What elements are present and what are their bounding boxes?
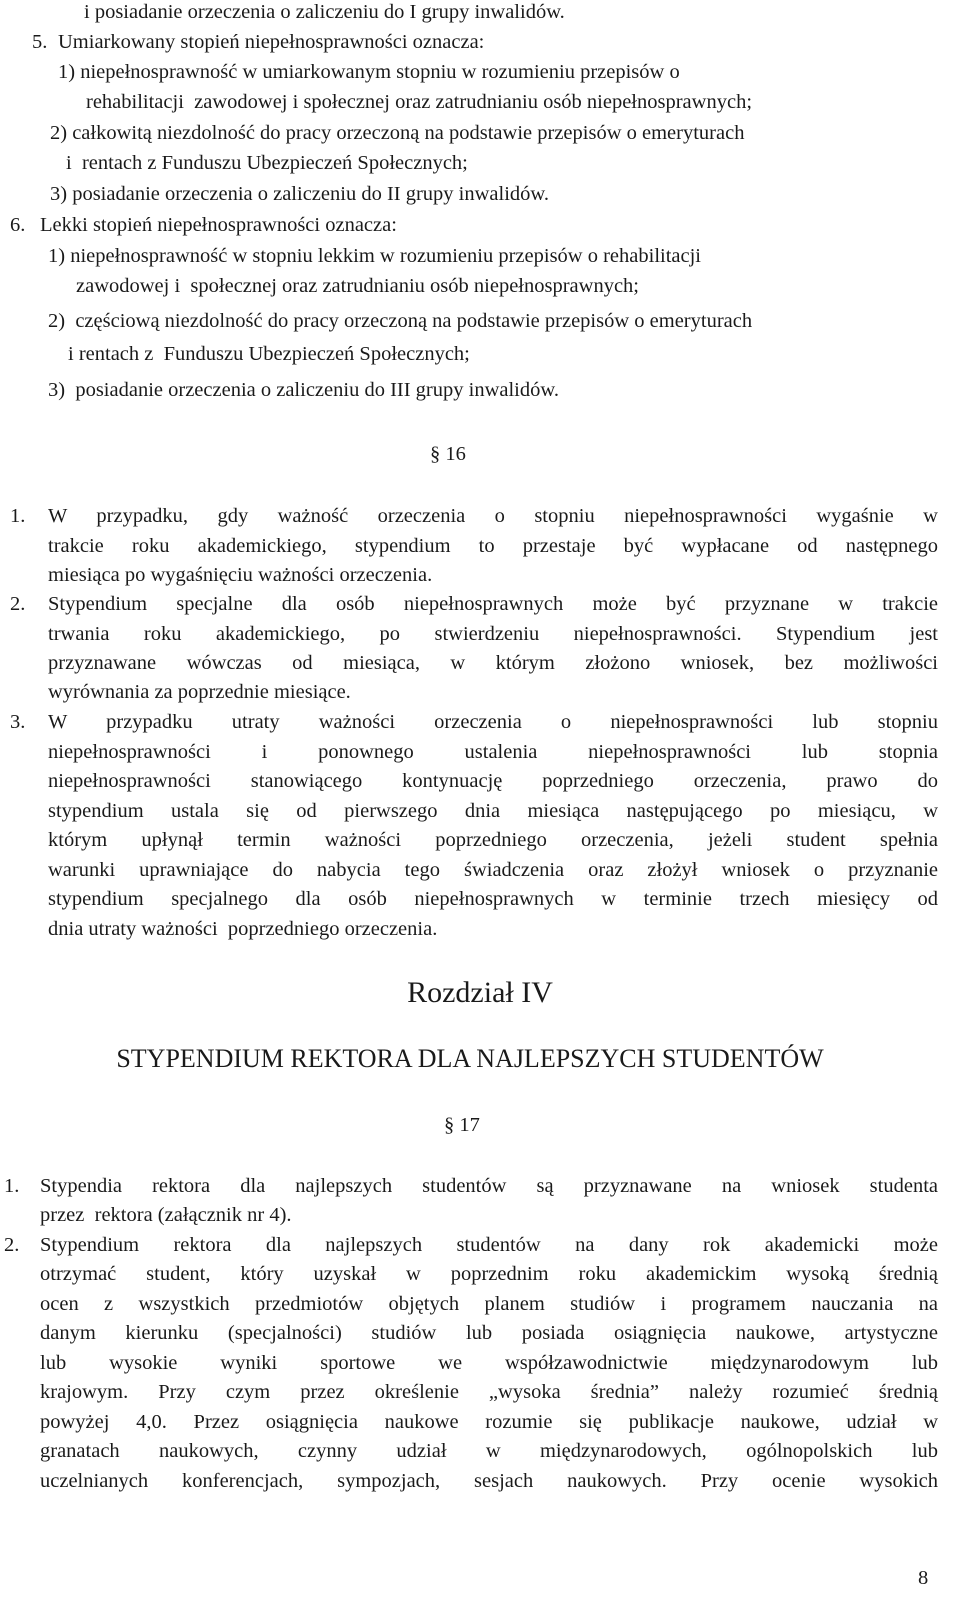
item-number: 6.: [10, 214, 26, 236]
paragraph-line: stypendium ustala się od pierwszego dnia miesiąca następującego po miesiącu, w: [48, 800, 938, 822]
item-number: 5.: [32, 31, 48, 53]
paragraph-line: miesiąca po wygaśnięciu ważności orzeczenia.: [48, 564, 433, 586]
paragraph-line: W przypadku, gdy ważność orzeczenia o stopniu niepełnosprawności wygaśnie w: [48, 505, 938, 527]
paragraph-line: granatach naukowych, czynny udział w międzynarodowych, ogólnopolskich lub: [40, 1440, 938, 1462]
paragraph-line: niepełnosprawności stanowiącego kontynuację poprzedniego orzeczenia, prawo do: [48, 770, 938, 792]
continued-line: i posiadanie orzeczenia o zaliczeniu do I grupy inwalidów.: [84, 1, 565, 23]
chapter-subtitle: STYPENDIUM REKTORA DLA NAJLEPSZYCH STUDENTÓW: [116, 1044, 824, 1073]
paragraph-line: trwania roku akademickiego, po stwierdzeniu niepełnosprawności. Stypendium jest: [48, 623, 938, 645]
paragraph-number: 2.: [4, 1234, 20, 1256]
paragraph-line: danym kierunku (specjalności) studiów lub posiada osiągnięcia naukowe, artystyczne: [40, 1322, 938, 1344]
page-number: 8: [918, 1567, 929, 1589]
paragraph-line: Stypendium rektora dla najlepszych studentów na dany rok akademicki może: [40, 1234, 938, 1256]
paragraph-line: stypendium specjalnego dla osób niepełnosprawnych w terminie trzech miesięcy od: [48, 888, 938, 910]
chapter-title: Rozdział IV: [407, 976, 553, 1009]
paragraph-line: trakcie roku akademickiego, stypendium to przestaje być wypłacane od następnego: [48, 535, 938, 557]
sub-item-text: 2) całkowitą niezdolność do pracy orzeczoną na podstawie przepisów o emeryturach: [50, 122, 745, 144]
item-6-title: Lekki stopień niepełnosprawności oznacza:: [40, 214, 397, 236]
paragraph-line: Stypendia rektora dla najlepszych studentów są przyznawane na wniosek studenta: [40, 1175, 938, 1197]
paragraph-line: przyznawane wówczas od miesiąca, w którym złożono wniosek, bez możliwości: [48, 652, 938, 674]
paragraph-number: 1.: [10, 505, 26, 527]
paragraph-number: 3.: [10, 711, 26, 733]
sub-item-text: i rentach z Funduszu Ubezpieczeń Społecznych;: [68, 343, 470, 365]
section-heading: § 17: [444, 1114, 480, 1136]
paragraph-line: lub wysokie wyniki sportowe we współzawodnictwie międzynarodowym lub: [40, 1352, 938, 1374]
paragraph-line: warunki uprawniające do nabycia tego świadczenia oraz złożył wniosek o przyznanie: [48, 859, 938, 881]
sub-item-text: i rentach z Funduszu Ubezpieczeń Społecznych;: [66, 152, 468, 174]
paragraph-number: 2.: [10, 593, 26, 615]
sub-item-text: 1) niepełnosprawność w stopniu lekkim w rozumieniu przepisów o rehabilitacji: [48, 245, 701, 267]
sub-item-text: 2) częściową niezdolność do pracy orzeczoną na podstawie przepisów o emeryturach: [48, 310, 753, 332]
sub-item-text: rehabilitacji zawodowej i społecznej oraz zatrudnianiu osób niepełnosprawnych;: [86, 91, 753, 113]
paragraph-line: otrzymać student, który uzyskał w poprzednim roku akademickim wysoką średnią: [40, 1263, 938, 1285]
paragraph-line: krajowym. Przy czym przez określenie „wysoka średnia” należy rozumieć średnią: [40, 1381, 938, 1403]
paragraph-line: wyrównania za poprzednie miesiące.: [48, 681, 351, 703]
section-heading: § 16: [430, 443, 466, 465]
paragraph-line: Stypendium specjalne dla osób niepełnosprawnych może być przyznane w trakcie: [48, 593, 938, 615]
sub-item-text: 3) posiadanie orzeczenia o zaliczeniu do II grupy inwalidów.: [50, 183, 550, 205]
sub-item-text: 1) niepełnosprawność w umiarkowanym stopniu w rozumieniu przepisów o: [58, 61, 680, 83]
item-5-title: Umiarkowany stopień niepełnosprawności oznacza:: [58, 31, 485, 53]
paragraph-line: przez rektora (załącznik nr 4).: [40, 1204, 292, 1226]
paragraph-line: uczelnianych konferencjach, sympozjach, sesjach naukowych. Przy ocenie wysokich: [40, 1470, 938, 1492]
paragraph-line: dnia utraty ważności poprzedniego orzeczenia.: [48, 918, 438, 940]
paragraph-line: którym upłynął termin ważności poprzedniego orzeczenia, jeżeli student spełnia: [48, 829, 938, 851]
sub-item-text: zawodowej i społecznej oraz zatrudnianiu osób niepełnosprawnych;: [76, 275, 639, 297]
paragraph-line: niepełnosprawności i ponownego ustalenia niepełnosprawności lub stopnia: [48, 741, 938, 763]
paragraph-line: W przypadku utraty ważności orzeczenia o niepełnosprawności lub stopniu: [48, 711, 938, 733]
sub-item-text: 3) posiadanie orzeczenia o zaliczeniu do III grupy inwalidów.: [48, 379, 559, 401]
paragraph-line: ocen z wszystkich przedmiotów objętych planem studiów i programem nauczania na: [40, 1293, 938, 1315]
paragraph-number: 1.: [4, 1175, 20, 1197]
paragraph-line: powyżej 4,0. Przez osiągnięcia naukowe rozumie się publikacje naukowe, udział w: [40, 1411, 938, 1433]
